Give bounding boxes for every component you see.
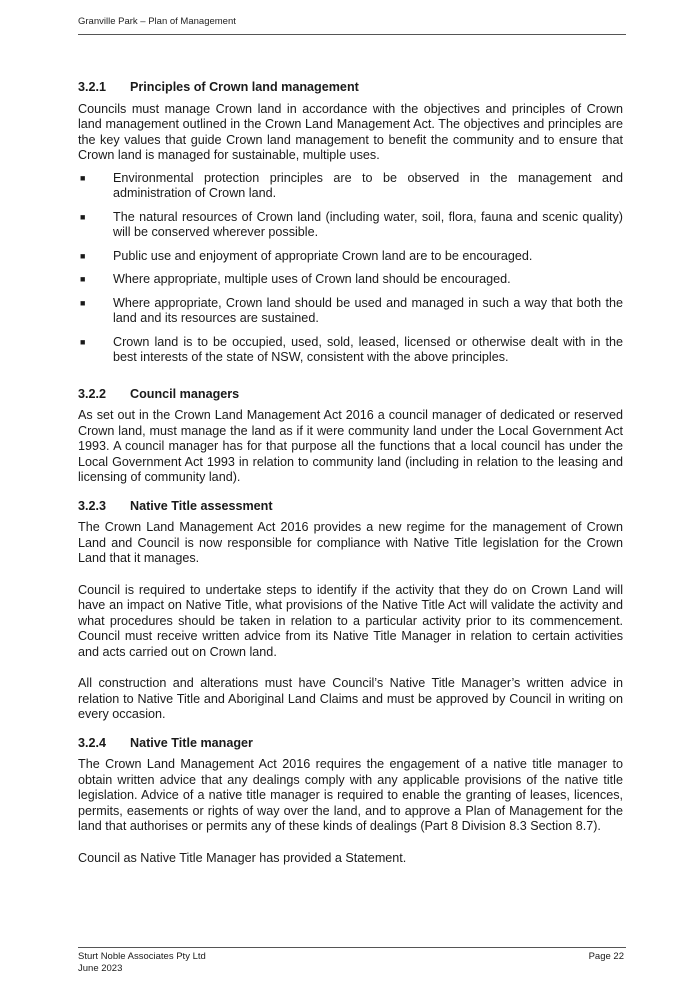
bullet-icon: ■ [80,172,86,183]
section-title: Native Title assessment [130,498,273,513]
bullet-icon: ■ [80,336,86,347]
list-item [78,272,623,288]
principles-list [78,171,623,366]
paragraph: Council as Native Title Manager has provided a Statement. [78,850,407,865]
section-heading-3-2-4 [78,736,623,752]
paragraph: Councils must manage Crown land in accordance with the objectives and principles of Crown land management outlined in the Crown Land Management Act. The objectives and principles are the key values that guide Crown land management to benefit the community and to ensure that Crown land is managed for sustainable, multiple uses. [78,101,623,162]
list-item-text: Where appropriate, Crown land should be used and managed in such a way that both the land and its resources are sustained. [113,295,623,325]
list-item-text: Where appropriate, multiple uses of Crown land should be encouraged. [113,272,511,286]
list-item-text: Crown land is to be occupied, used, sold, leased, licensed or otherwise dealt with in the best interests of the state of NSW, consistent with the above principles. [113,334,623,364]
section-heading-3-2-1 [78,80,623,96]
list-item-text: Public use and enjoyment of appropriate Crown land are to be encouraged. [113,248,533,263]
list-item [78,296,623,327]
document-body [78,80,623,866]
section-number: 3.2.2 [78,386,107,401]
section-title: Native Title manager [130,735,253,750]
footer-company: Sturt Noble Associates Pty Ltd [78,951,206,962]
paragraph: The Crown Land Management Act 2016 provides a new regime for the management of Crown Land and Council is now responsible for compliance with Native Title legislation for the Crown Land that it manages. [78,520,623,565]
paragraph: As set out in the Crown Land Management Act 2016 a council manager of dedicated or reserved Crown land, must manage the land as if it were community land under the Local Government Act 1993. A council manager has for that purpose all the functions that a local council has under the Local Government Act 1993 in relation to community land (including in relation to the leasing and licensing of community land). [78,408,623,484]
bullet-icon: ■ [80,297,86,308]
footer-divider [78,947,626,948]
bullet-icon: ■ [80,211,86,222]
list-item-text: Environmental protection principles are to be observed in the management and administration of Crown land. [113,170,623,200]
list-item [78,335,623,366]
list-item [78,249,623,265]
page-number: Page 22 [588,951,624,962]
section-number: 3.2.3 [78,498,107,513]
section-number: 3.2.1 [78,80,107,94]
page-header: Granville Park – Plan of Management [78,16,236,27]
list-item [78,171,623,202]
footer-date: June 2023 [78,963,123,974]
bullet-icon: ■ [80,250,86,261]
paragraph: The Crown Land Management Act 2016 requires the engagement of a native title manager to obtain written advice that any dealings comply with any applicable provisions of the native title legislation. Advice of a native title manager is required to enable the granting of leases, licences, permits, easements or rights of way over the land, and to approve a Plan of Management for the land that authorises or permits any of these kinds of dealings (Part 8 Division 8.3 Section 8.7). [78,757,623,833]
footer-left [78,951,206,975]
header-divider [78,34,626,35]
section-number: 3.2.4 [78,735,107,750]
paragraph: All construction and alterations must have Council’s Native Title Manager’s written advice in relation to Native Title and Aboriginal Land Claims and must be approved by Council in writing on every occasion. [78,676,623,721]
section-title: Principles of Crown land management [130,80,359,94]
section-heading-3-2-2 [78,387,623,403]
bullet-icon: ■ [80,274,86,284]
list-item [78,210,623,241]
paragraph: Council is required to undertake steps to identify if the activity that they do on Crown Land will have an impact on Native Title, what provisions of the Native Title Act will validate the activity and what procedures should be taken in relation to a particular activity prior to its commencement. Council must receive written advice from its Native Title Manager in relation to certain activities and acts carried out on Crown land. [78,582,623,659]
list-item-text: The natural resources of Crown land (including water, soil, flora, fauna and scenic quality) will be conserved wherever possible. [113,209,623,239]
section-heading-3-2-3 [78,499,623,515]
section-title: Council managers [130,386,240,401]
